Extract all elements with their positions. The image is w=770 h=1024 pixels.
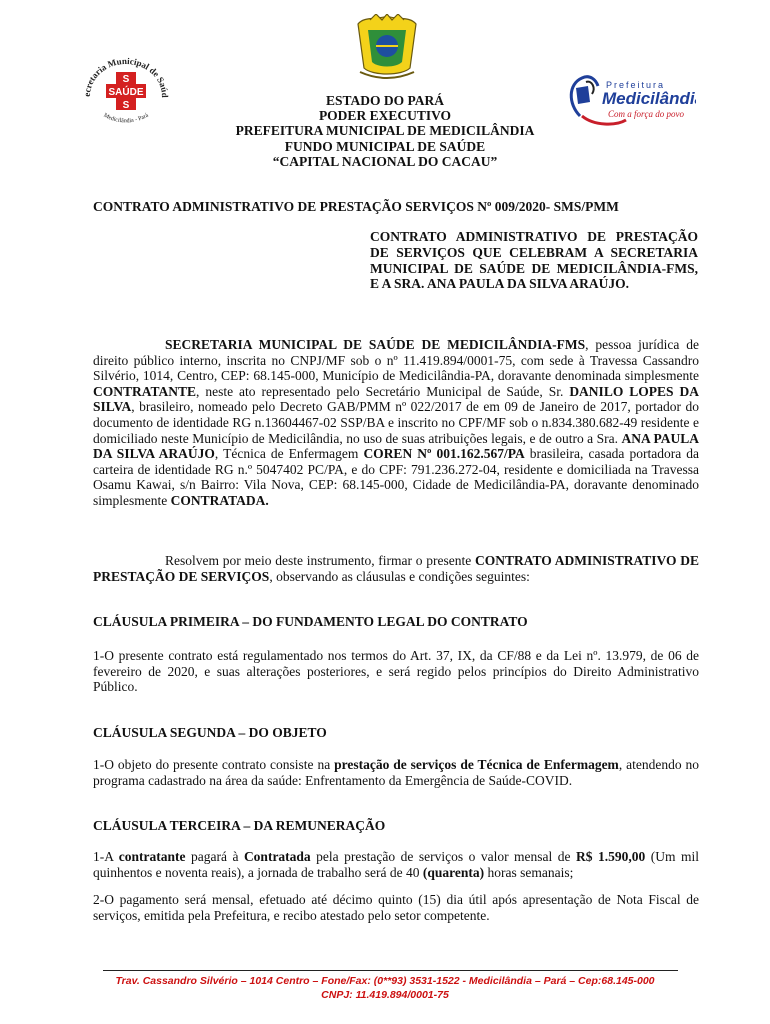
clause2-text-1: 1-O objeto do presente contrato consiste na [93,757,335,772]
parties-text-2: , neste ato representado pelo Secretário Municipal de Saúde, Sr. [196,383,570,399]
parties-text-3: , brasileiro, nomeado pelo Decreto GAB/PMM nº 022/2017 de em 09 de Janeiro de 2017, portador do documento de identidade RG n.13604467-02 SSP/BA e inscrito no CPF/MF sob o n.834.380.682-49 residente e domiciliado neste Município de Medicilândia, no uso de suas atribuições legais, e de outro a Sra. [93,399,699,446]
seal-letter-top: S [122,74,130,85]
logo-slogan-text: Com a força do povo [608,109,684,119]
footer-cnpj: CNPJ: 11.419.894/0001-75 [321,989,449,1001]
parties-paragraph [93,337,699,509]
clause2-service: prestação de serviços de Técnica de Enfermagem [334,757,619,772]
clause3-paragraph-1 [93,849,699,880]
c3-contratante: contratante [118,849,186,864]
header-prefecture: PREFEITURA MUNICIPAL DE MEDICILÂNDIA [235,123,535,139]
clause1-text: 1-O presente contrato está regulamentado nos termos do Art. 37, IX, da CF/88 e da Lei nº. 13.979, de 06 de fevereiro de 2020, e suas alterações posteriores, e será regido pelos princípios do Direito Administrativo Público. [93,648,699,695]
resolve-text-1: Resolvem por meio deste instrumento, firmar o presente [165,553,475,568]
seal-ring-top-text: ecretaria Municipal de Saúd [81,56,171,98]
clause1-title: CLÁUSULA PRIMEIRA – DO FUNDAMENTO LEGAL DO CONTRATO [93,614,528,629]
footer-address: Trav. Cassandro Silvério – 1014 Centro – Fone/Fax: (0**93) 3531-1522 - Medicilândia – Pará – Cep:68.145-000 [115,975,655,987]
parties-text-4: , Técnica de Enfermagem [214,446,364,462]
clause2-title: CLÁUSULA SEGUNDA – DO OBJETO [93,725,327,740]
c3-text-g: (Um mil quinhentos e noventa reais), a jornada de trabalho será de 40 [93,849,700,880]
header-power: PODER EXECUTIVO [318,108,452,124]
header-state: ESTADO DO PARÁ [325,93,444,108]
parties-text-5: brasileira, casada portadora da carteira de identidade RG n.º 5047402 PC/PA, e do CPF: 791.236.272-04, residente e domiciliada na Travessa Osamu Kawai, s/n Bairro: Vila Nova, CEP: 68.145-000, Cidade de Medicilândia-PA, doravante denominado simplesmente [93,446,700,508]
resolve-paragraph [93,553,699,584]
contract-title: CONTRATO ADMINISTRATIVO DE PRESTAÇÃO SERVIÇOS Nº 009/2020- SMS/PMM [93,199,619,214]
coren-number: COREN Nº 001.162.567/PA [363,446,525,462]
fms-name: SECRETARIA MUNICIPAL DE SAÚDE DE MEDICILÂNDIA-FMS [165,337,586,352]
document-header [0,93,770,169]
c3-text-i: horas semanais; [484,864,574,880]
c3-text-e: pela prestação de serviços o valor mensal de [310,849,577,864]
c3-text-a: 1-A [93,849,119,864]
contract-summary: CONTRATO ADMINISTRATIVO DE PRESTAÇÃO DE SERVIÇOS QUE CELEBRAM A SECRETARIA MUNICIPAL DE SAÚDE DE MEDICILÂNDIA-FMS, E A SRA. ANA PAULA DA SILVA ARAÚJO. [370,229,698,292]
c3-amount: R$ 1.590,00 [576,849,646,864]
resolve-contract-name: CONTRATO ADMINISTRATIVO DE PRESTAÇÃO DE SERVIÇOS [93,553,700,584]
c3-text-c: pagará à [185,849,244,864]
clause3-paragraph-2: 2-O pagamento será mensal, efetuado até décimo quinto (15) dia útil após apresentação de Nota Fiscal de serviços, emitida pela Prefeitura, e recibo atestado pelo setor competente. [93,892,699,923]
secretary-name: DANILO LOPES DA SILVA [93,383,699,415]
seal-ring-bottom-text: Medicilândia - Pará [102,112,150,125]
contratada-label: CONTRATADA. [170,492,269,508]
logo-prefix-text: Prefeitura [606,80,666,90]
footer-divider [103,970,678,971]
clause2-text [93,757,699,788]
seal-letter-bottom: S [122,100,130,111]
clause3-title: CLÁUSULA TERCEIRA – DA REMUNERAÇÃO [93,818,386,833]
resolve-text-2: , observando as cláusulas e condições seguintes: [269,568,530,584]
header-motto: “CAPITAL NACIONAL DO CACAU” [272,153,498,169]
parties-text-1: , pessoa jurídica de direito público interno, inscrita no CNPJ/MF sob o nº 11.419.894/0001-75, com sede à Travessa Cassandro Silvério, 1014, Centro, CEP: 68.145-000, Município de Medicilândia-PA, doravante denominada simplesmente [93,337,700,384]
logo-name-text: Medicilândia [602,89,696,108]
contractee-name: ANA PAULA DA SILVA ARAÚJO [93,430,700,462]
clause2-text-2: , atendendo no programa cadastrado na área da saúde: Enfrentamento da Emergência de Saúde-COVID. [93,757,699,788]
coat-of-arms-emblem [350,14,424,82]
c3-hours: (quarenta) [422,864,485,880]
c3-contratada: Contratada [243,849,311,864]
contratante-label: CONTRATANTE [93,383,197,399]
seal-center-text: SAÚDE [108,87,144,98]
header-fund: FUNDO MUNICIPAL DE SAÚDE [284,138,486,154]
